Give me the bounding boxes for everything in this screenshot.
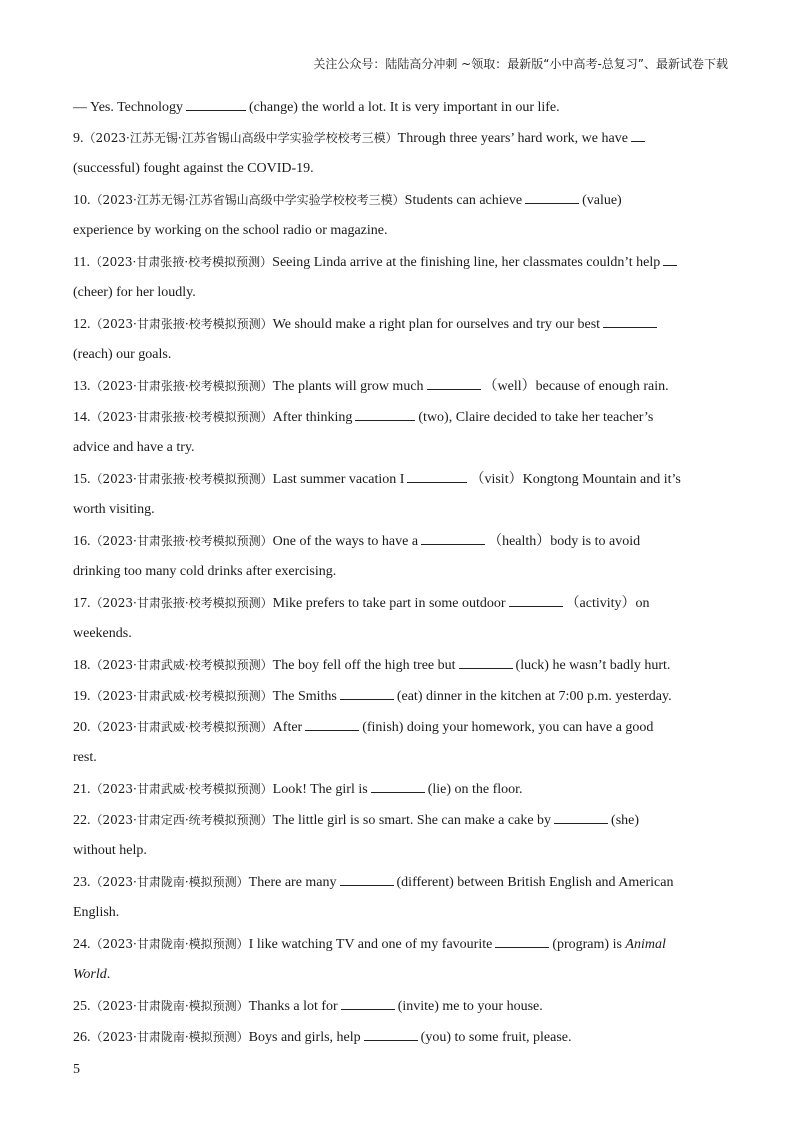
- question-26: 26.（2023·甘肃陇南·模拟预测）Boys and girls, help (you) to some fruit, please.: [73, 1026, 728, 1057]
- question-19: 19.（2023·甘肃武威·校考模拟预测）The Smiths (eat) dinner in the kitchen at 7:00 p.m. yesterday.: [73, 685, 728, 716]
- question-continuation: worth visiting.: [73, 502, 155, 517]
- question-line: — Yes. Technology (change) the world a lot. It is very important in our life.: [73, 96, 728, 127]
- question-continuation: without help.: [73, 843, 147, 858]
- answer-blank[interactable]: [186, 96, 246, 111]
- question-source: （2023·甘肃武威·校考模拟预测）: [90, 782, 273, 796]
- question-continuation: drinking too many cold drinks after exercising.: [73, 564, 337, 579]
- question-source: （2023·甘肃张掖·校考模拟预测）: [90, 534, 273, 548]
- question-source: （2023·甘肃张掖·校考模拟预测）: [90, 317, 273, 331]
- question-15: 15.（2023·甘肃张掖·校考模拟预测）Last summer vacation I （visit）Kongtong Mountain and it’s: [73, 468, 728, 499]
- answer-blank[interactable]: [421, 530, 485, 545]
- answer-blank[interactable]: [495, 933, 549, 948]
- question-continuation: (cheer) for her loudly.: [73, 285, 196, 300]
- question-25: 25.（2023·甘肃陇南·模拟预测）Thanks a lot for (invite) me to your house.: [73, 995, 728, 1026]
- question-10: 10.（2023·江苏无锡·江苏省锡山高级中学实验学校校考三模）Students can achieve (value): [73, 189, 728, 220]
- question-source: （2023·甘肃张掖·校考模拟预测）: [90, 472, 273, 486]
- answer-blank[interactable]: [341, 995, 395, 1010]
- question-20: 20.（2023·甘肃武威·校考模拟预测）After (finish) doing your homework, you can have a good: [73, 716, 728, 747]
- question-source: （2023·江苏无锡·江苏省锡山高级中学实验学校校考三模）: [90, 193, 405, 207]
- answer-blank[interactable]: [631, 127, 645, 142]
- answer-blank[interactable]: [509, 592, 563, 607]
- question-18: 18.（2023·甘肃武威·校考模拟预测）The boy fell off the high tree but (luck) he wasn’t badly hurt.: [73, 654, 728, 685]
- answer-blank[interactable]: [427, 375, 481, 390]
- answer-blank[interactable]: [525, 189, 579, 204]
- question-9: 9.（2023·江苏无锡·江苏省锡山高级中学实验学校校考三模）Through three years’ hard work, we have: [73, 127, 728, 158]
- question-13: 13.（2023·甘肃张掖·校考模拟预测）The plants will grow much （well）because of enough rain.: [73, 375, 728, 406]
- question-continuation: experience by working on the school radio or magazine.: [73, 223, 388, 238]
- exercise-list: [73, 96, 728, 1057]
- question-source: （2023·甘肃武威·校考模拟预测）: [90, 720, 273, 734]
- answer-blank[interactable]: [663, 251, 677, 266]
- question-source: （2023·江苏无锡·江苏省锡山高级中学实验学校校考三模）: [83, 131, 398, 145]
- question-22: 22.（2023·甘肃定西·统考模拟预测）The little girl is so smart. She can make a cake by (she): [73, 809, 728, 840]
- question-continuation: weekends.: [73, 626, 132, 641]
- question-source: （2023·甘肃张掖·校考模拟预测）: [90, 379, 273, 393]
- answer-blank[interactable]: [305, 716, 359, 731]
- answer-blank[interactable]: [459, 654, 513, 669]
- answer-blank[interactable]: [603, 313, 657, 328]
- question-source: （2023·甘肃陇南·模拟预测）: [90, 875, 249, 889]
- question-source: （2023·甘肃武威·校考模拟预测）: [90, 689, 273, 703]
- question-continuation: English.: [73, 905, 120, 920]
- question-14: 14.（2023·甘肃张掖·校考模拟预测）After thinking (two), Claire decided to take her teacher’s: [73, 406, 728, 437]
- question-continuation: advice and have a try.: [73, 440, 195, 455]
- answer-blank[interactable]: [407, 468, 467, 483]
- question-continuation: World.: [73, 967, 111, 982]
- question-16: 16.（2023·甘肃张掖·校考模拟预测）One of the ways to have a （health）body is to avoid: [73, 530, 728, 561]
- question-21: 21.（2023·甘肃武威·校考模拟预测）Look! The girl is (lie) on the floor.: [73, 778, 728, 809]
- question-continuation: rest.: [73, 750, 97, 765]
- question-24: 24.（2023·甘肃陇南·模拟预测）I like watching TV and one of my favourite (program) is Animal: [73, 933, 728, 964]
- question-23: 23.（2023·甘肃陇南·模拟预测）There are many (different) between British English and American: [73, 871, 728, 902]
- question-11: 11.（2023·甘肃张掖·校考模拟预测）Seeing Linda arrive at the finishing line, her classmates couldn’t help: [73, 251, 728, 282]
- answer-blank[interactable]: [554, 809, 608, 824]
- question-source: （2023·甘肃陇南·模拟预测）: [90, 1030, 249, 1044]
- question-source: （2023·甘肃陇南·模拟预测）: [90, 999, 249, 1013]
- question-17: 17.（2023·甘肃张掖·校考模拟预测）Mike prefers to take part in some outdoor （activity）on: [73, 592, 728, 623]
- answer-blank[interactable]: [340, 871, 394, 886]
- question-source: （2023·甘肃定西·统考模拟预测）: [90, 813, 273, 827]
- page-number: 5: [73, 1062, 80, 1077]
- question-source: （2023·甘肃张掖·校考模拟预测）: [90, 410, 273, 424]
- question-source: （2023·甘肃陇南·模拟预测）: [90, 937, 249, 951]
- question-12: 12.（2023·甘肃张掖·校考模拟预测）We should make a right plan for ourselves and try our best: [73, 313, 728, 344]
- answer-blank[interactable]: [371, 778, 425, 793]
- question-source: （2023·甘肃武威·校考模拟预测）: [90, 658, 273, 672]
- question-source: （2023·甘肃张掖·校考模拟预测）: [90, 596, 273, 610]
- page-header: 关注公众号：陆陆高分冲刺 ~领取：最新版“小中高考-总复习”、最新试卷下载: [313, 57, 728, 71]
- question-continuation: (reach) our goals.: [73, 347, 172, 362]
- answer-blank[interactable]: [340, 685, 394, 700]
- answer-blank[interactable]: [364, 1026, 418, 1041]
- answer-blank[interactable]: [355, 406, 415, 421]
- question-continuation: (successful) fought against the COVID-19.: [73, 161, 314, 176]
- question-source: （2023·甘肃张掖·校考模拟预测）: [89, 255, 273, 269]
